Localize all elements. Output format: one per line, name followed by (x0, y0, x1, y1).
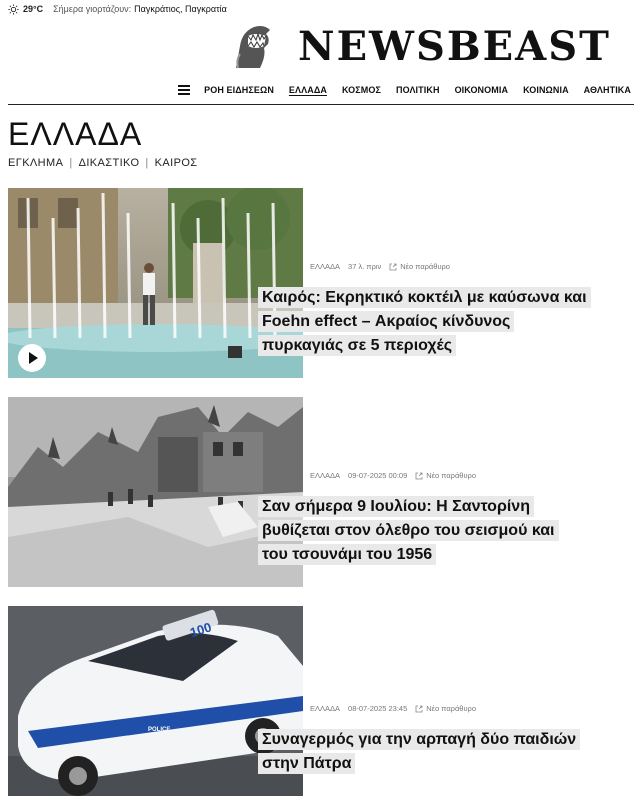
new-window-icon (415, 705, 423, 713)
article-time: 37 λ. πριν (348, 262, 382, 271)
article-meta (310, 471, 476, 480)
new-window-icon (415, 472, 423, 480)
headline-line: βυθίζεται στον όλεθρο του σεισμού και (258, 520, 559, 541)
article-card[interactable] (8, 397, 634, 587)
temperature: 29°C (23, 4, 44, 14)
main-nav (0, 80, 643, 100)
new-window-icon (389, 263, 397, 271)
article-category[interactable]: ΕΛΛΑΔΑ (310, 704, 341, 713)
article-meta (310, 262, 450, 271)
article-category[interactable]: ΕΛΛΑΔΑ (310, 262, 341, 271)
nav-item-oikonomia[interactable]: ΟΙΚΟΝΟΜΙΑ (454, 85, 509, 95)
police-label: POLICE (148, 727, 171, 733)
police-roof-number: 100 (188, 619, 214, 641)
shark-logo-icon (230, 24, 274, 70)
open-new-window-link[interactable]: Νέο παράθυρο (400, 262, 450, 271)
headline-line: του τσουνάμι του 1956 (258, 544, 436, 565)
sun-icon (8, 4, 19, 15)
section-subnav (8, 157, 198, 169)
subnav-separator: | (69, 157, 73, 169)
subnav-item-dikastiko[interactable]: ΔΙΚΑΣΤΙΚΟ (78, 157, 140, 169)
nav-item-koinonia[interactable]: ΚΟΙΝΩΝΙΑ (523, 85, 569, 95)
page-title: ΕΛΛΑΔΑ (8, 116, 143, 152)
nameday-label: Σήμερα γιορτάζουν: (53, 4, 132, 14)
article-time: 09-07-2025 00:09 (348, 471, 408, 480)
article-headline[interactable] (258, 728, 580, 776)
weather-bar (8, 2, 227, 16)
headline-line: Συναγερμός για την αρπαγή δύο παιδιών (258, 729, 580, 750)
article-card[interactable] (8, 606, 634, 796)
nav-item-kosmos[interactable]: ΚΟΣΜΟΣ (342, 85, 381, 95)
article-headline[interactable] (258, 495, 559, 567)
brand-name: NEWSBEAST (298, 23, 611, 70)
headline-line: στην Πάτρα (258, 753, 355, 774)
article-time: 08-07-2025 23:45 (348, 704, 408, 713)
nav-item-ellada[interactable]: ΕΛΛΑΔΑ (288, 85, 327, 95)
article-meta (310, 704, 476, 713)
nameday-names[interactable]: Παγκράτιος, Παγκρατία (134, 4, 227, 14)
hamburger-menu-icon[interactable] (178, 85, 190, 95)
article-headline[interactable] (258, 286, 591, 358)
headline-line: Σαν σήμερα 9 Ιουλίου: Η Σαντορίνη (258, 496, 534, 517)
site-logo[interactable] (230, 22, 611, 72)
headline-line: Καιρός: Εκρηκτικό κοκτέιλ με καύσωνα και (258, 287, 591, 308)
subnav-item-egklima[interactable]: ΕΓΚΛΗΜΑ (8, 157, 64, 169)
header-divider (8, 104, 634, 105)
subnav-separator: | (145, 157, 149, 169)
nav-item-politiki[interactable]: ΠΟΛΙΤΙΚΗ (396, 85, 440, 95)
open-new-window-link[interactable]: Νέο παράθυρο (426, 704, 476, 713)
headline-line: Foehn effect – Ακραίος κίνδυνος (258, 311, 514, 332)
article-category[interactable]: ΕΛΛΑΔΑ (310, 471, 341, 480)
headline-line: πυρκαγιάς σε 5 περιοχές (258, 335, 456, 356)
open-new-window-link[interactable]: Νέο παράθυρο (426, 471, 476, 480)
article-card[interactable] (8, 188, 634, 378)
nav-item-roi-eidiseon[interactable]: ΡΟΗ ΕΙΔΗΣΕΩΝ (204, 85, 274, 95)
nav-item-athlitika[interactable]: ΑΘΛΗΤΙΚΑ (583, 85, 631, 95)
play-icon[interactable] (18, 344, 46, 372)
subnav-item-kairos[interactable]: ΚΑΙΡΟΣ (154, 157, 198, 169)
